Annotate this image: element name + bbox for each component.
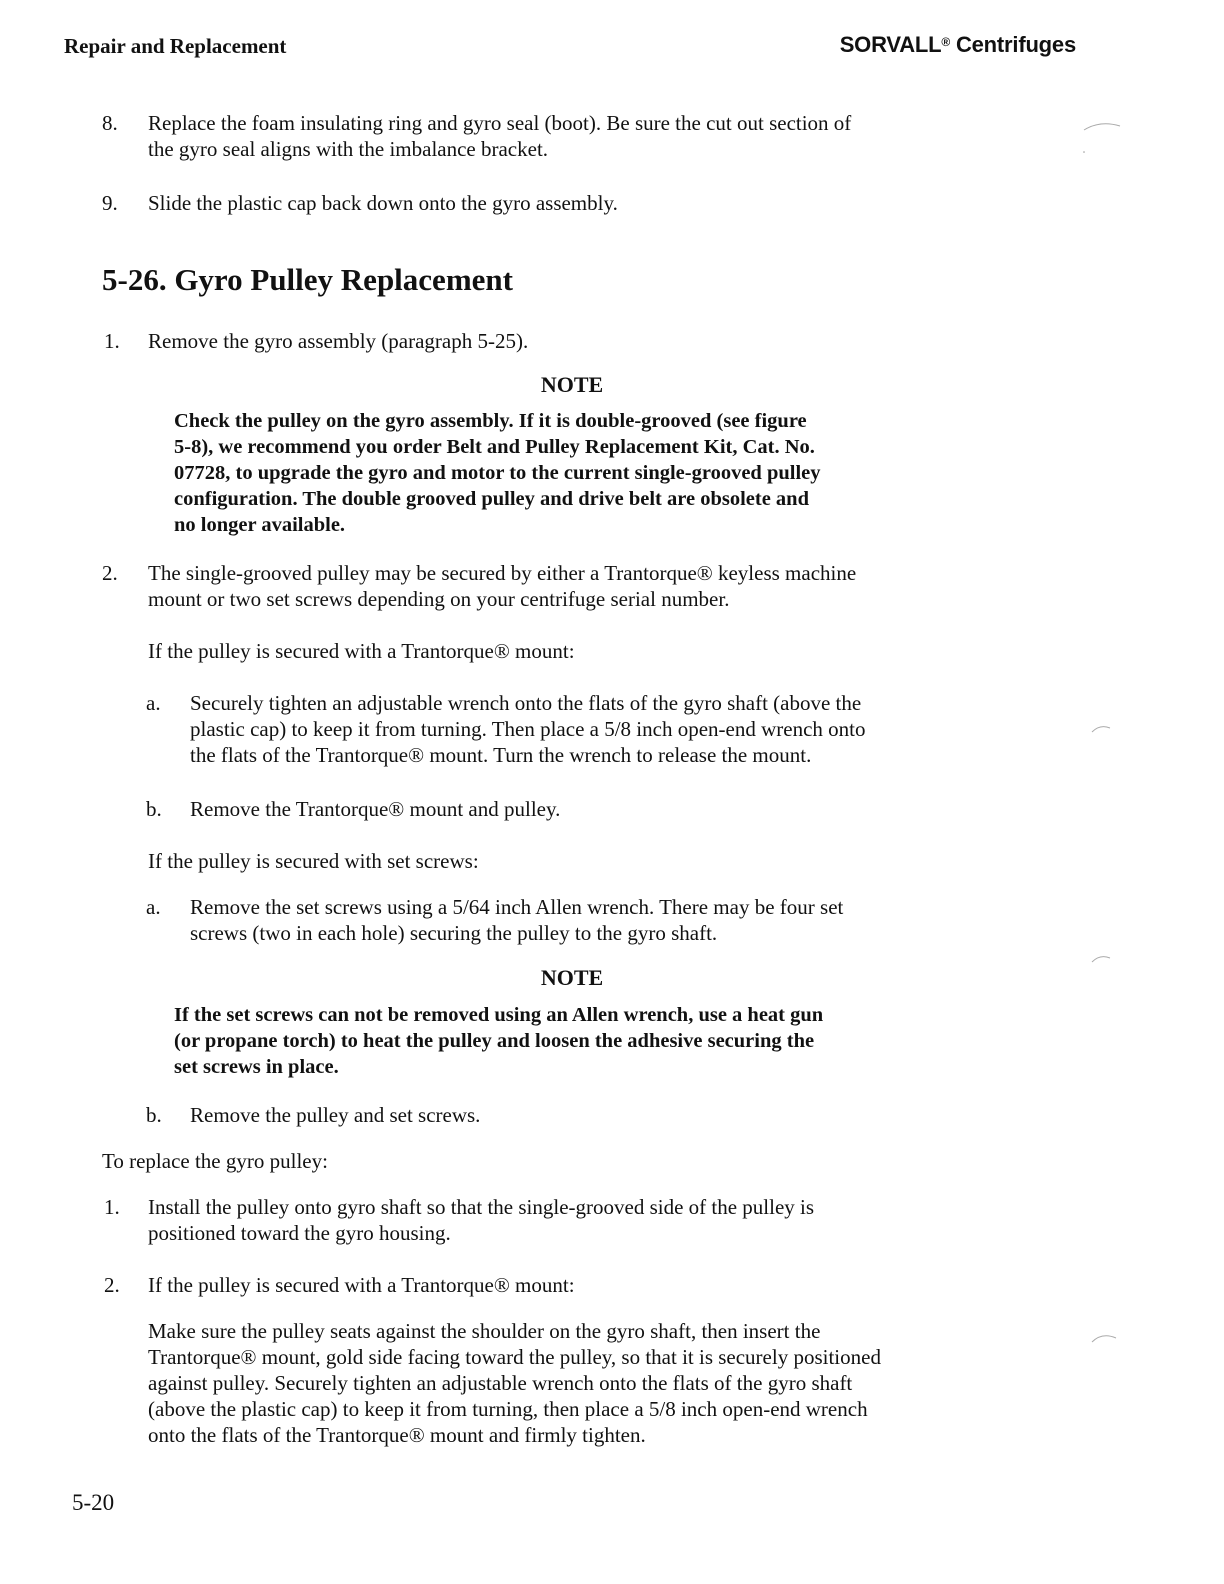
step-number: 1. [104,329,120,353]
section-title: 5-26. Gyro Pulley Replacement [102,262,513,297]
substep-label: a. [146,895,161,919]
note-body [174,408,821,538]
scan-artifact [1090,950,1130,970]
text-line: (above the plastic cap) to keep it from turning, then place a 5/8 inch open-end wrench [148,1397,868,1421]
step-text: Remove the gyro assembly (paragraph 5-25). [148,329,529,353]
product-name: SORVALL [839,32,942,57]
step-number: 2. [104,1273,120,1297]
step-text [148,110,851,162]
substep-text [190,894,843,946]
substep-text [190,690,865,768]
text-line: the gyro seal aligns with the imbalance bracket. [148,137,549,161]
text-line: Check the pulley on the gyro assembly. If it is double-grooved (see figure [174,410,807,432]
scan-artifact [1090,720,1130,740]
scan-mark [1092,727,1110,732]
step-text [148,1194,814,1246]
text-line: screws (two in each hole) securing the pulley to the gyro shaft. [190,921,718,945]
scan-mark [1092,957,1110,962]
substep-label: b. [146,797,162,821]
step-detail [148,1318,1048,1448]
scan-artifact [1080,120,1130,160]
step-text: Slide the plastic cap back down onto the gyro assembly. [148,191,618,215]
substep-label: a. [146,691,161,715]
text-line: configuration. The double grooved pulley and drive belt are obsolete and [174,488,809,510]
running-header-product [840,32,1076,58]
step-number: 8. [102,111,118,135]
condition-text: If the pulley is secured with set screws: [148,849,479,873]
text-line: no longer available. [174,514,346,536]
note-heading: NOTE [540,965,604,990]
text-line: plastic cap) to keep it from turning. Then place a 5/8 inch open-end wrench onto [190,717,866,741]
text-line: mount or two set screws depending on your centrifuge serial number. [148,587,730,611]
text-line: positioned toward the gyro housing. [148,1221,451,1245]
text-line: Trantorque® mount, gold side facing toward the pulley, so that it is securely positioned [148,1345,881,1369]
text-line: 07728, to upgrade the gyro and motor to the current single-grooved pulley [174,462,821,484]
step-number: 2. [102,561,118,585]
step-number: 1. [104,1195,120,1219]
text-line: Install the pulley onto gyro shaft so that the single-grooved side of the pulley is [148,1195,815,1219]
text-line: the flats of the Trantorque® mount. Turn the wrench to release the mount. [190,743,812,767]
text-line: onto the flats of the Trantorque® mount and firmly tighten. [148,1423,646,1447]
product-suffix: Centrifuges [950,32,1076,57]
page-number: 5-20 [72,1490,115,1515]
scan-artifact [1090,1330,1130,1350]
step-text [148,560,856,612]
text-line: (or propane torch) to heat the pulley and loosen the adhesive securing the [174,1030,815,1052]
text-line: If the set screws can not be removed using an Allen wrench, use a heat gun [174,1004,824,1026]
text-line: Replace the foam insulating ring and gyro seal (boot). Be sure the cut out section of [148,111,852,135]
substep-text: Remove the Trantorque® mount and pulley. [190,797,561,821]
text-line: Remove the set screws using a 5/64 inch Allen wrench. There may be four set [190,895,844,919]
note-body [174,1002,823,1080]
substep-label: b. [146,1103,162,1127]
procedure-intro: To replace the gyro pulley: [102,1149,328,1173]
scan-mark [1084,124,1120,130]
text-line: 5-8), we recommend you order Belt and Pulley Replacement Kit, Cat. No. [174,436,815,458]
running-header-section: Repair and Replacement [64,34,287,58]
substep-text: Remove the pulley and set screws. [190,1103,481,1127]
text-line: The single-grooved pulley may be secured by either a Trantorque® keyless machine [148,561,857,585]
text-line: Securely tighten an adjustable wrench onto the flats of the gyro shaft (above the [190,691,862,715]
scan-mark [1092,1336,1116,1342]
step-number: 9. [102,191,118,215]
text-line: Make sure the pulley seats against the shoulder on the gyro shaft, then insert the [148,1319,821,1343]
note-heading: NOTE [540,372,604,397]
registered-mark: ® [941,35,951,49]
text-line: set screws in place. [174,1056,339,1078]
scan-dot [1083,151,1085,153]
condition-text: If the pulley is secured with a Trantorque® mount: [148,639,575,663]
text-line: against pulley. Securely tighten an adjustable wrench onto the flats of the gyro shaft [148,1371,853,1395]
step-text: If the pulley is secured with a Trantorque® mount: [148,1273,575,1297]
